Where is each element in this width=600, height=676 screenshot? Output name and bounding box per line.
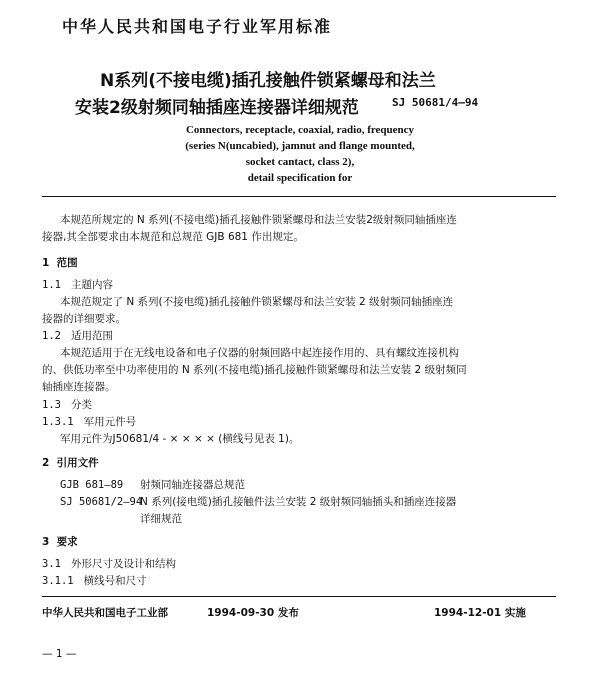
- english-title-line: (series N(uncabied), jamnut and flange mounted,: [185, 140, 415, 152]
- document-header: 中华人民共和国电子行业军用标准: [62, 17, 333, 36]
- section-1-1-heading: 1.1 主题内容: [42, 279, 113, 291]
- english-title-line: Connectors, receptacle, coaxial, radio, frequency: [185, 124, 415, 136]
- section-2-heading: 2 引用文件: [42, 457, 99, 469]
- title-line-1: N系列(不接电缆)插孔接触件锁紧螺母和法兰: [100, 71, 436, 91]
- issuer: 中华人民共和国电子工业部: [42, 607, 168, 619]
- section-3-heading: 3 要求: [42, 536, 78, 548]
- reference-code: SJ 50681/2—94: [60, 496, 143, 508]
- section-1-3-1-heading: 1.3.1 军用元件号: [42, 416, 137, 428]
- section-1-2-text: 本规范适用于在无线电设备和电子仪器的射频回路中起连接作用的、具有螺纹连接机构: [60, 347, 459, 359]
- english-title-line: detail specification for: [247, 172, 353, 184]
- section-1-2-text: 的、供低功率至中功率使用的 N 系列(不接电缆)插孔接触件锁紧螺母和法兰安装 2 级射频同: [42, 364, 467, 376]
- issue-date: 1994-09-30 发布: [207, 607, 299, 619]
- english-title-line: socket cantact, class 2),: [245, 156, 355, 168]
- reference-title: 详细规范: [140, 513, 182, 525]
- section-1-heading: 1 范围: [42, 257, 78, 269]
- effective-date: 1994-12-01 实施: [434, 607, 526, 619]
- section-1-2-heading: 1.2 适用范围: [42, 330, 113, 342]
- reference-code: GJB 681—89: [60, 479, 124, 491]
- section-1-1-text: 本规范规定了 N 系列(不接电缆)插孔接触件锁紧螺母和法兰安装 2 级射频同轴插座连: [60, 296, 454, 308]
- top-divider: [42, 196, 556, 197]
- section-3-1-1-heading: 3.1.1 横线号和尺寸: [42, 575, 147, 587]
- page-number: — 1 —: [42, 648, 77, 660]
- section-3-1-heading: 3.1 外形尺寸及设计和结构: [42, 558, 176, 570]
- section-1-3-1-text: 军用元件为J50681/4 - × × × × (横线号见表 1)。: [60, 433, 300, 445]
- section-1-1-text: 接器的详细要求。: [42, 313, 126, 325]
- section-1-2-text: 轴插座连接器。: [42, 381, 116, 393]
- section-1-3-heading: 1.3 分类: [42, 399, 92, 411]
- intro-line: 接器,其全部要求由本规范和总规范 GJB 681 作出规定。: [42, 231, 304, 243]
- intro-line: 本规范所规定的 N 系列(不接电缆)插孔接触件锁紧螺母和法兰安装2级射频同轴插座连: [60, 214, 457, 226]
- bottom-divider: [42, 596, 556, 597]
- reference-title: 射频同轴连接器总规范: [140, 479, 245, 491]
- title-line-2: 安装2级射频同轴插座连接器详细规范: [75, 98, 359, 118]
- standard-number: SJ 50681/4—94: [392, 96, 479, 109]
- reference-title: N 系列(接电缆)插孔接触件法兰安装 2 级射频同轴插头和插座连接器: [140, 496, 457, 508]
